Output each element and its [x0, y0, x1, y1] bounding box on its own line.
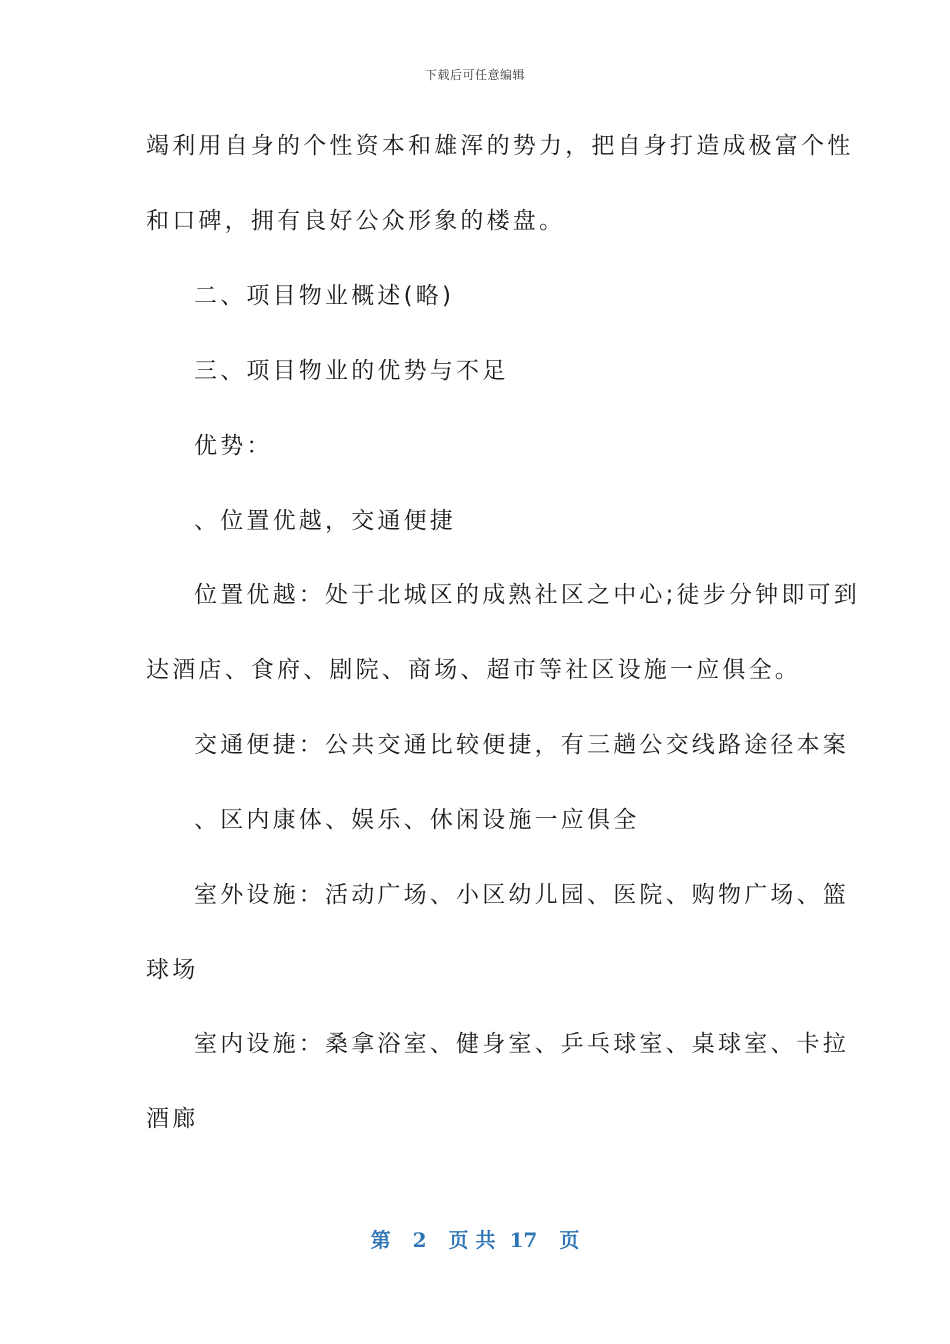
- list-item: 、位置优越，交通便捷: [194, 508, 456, 534]
- footer-label-ye: 页: [559, 1228, 580, 1252]
- current-page-number: 2: [412, 1228, 427, 1252]
- footer-label-ye-gong: 页 共: [448, 1228, 496, 1252]
- paragraph-line: 达酒店、食府、剧院、商场、超市等社区设施一应俱全。: [146, 657, 801, 683]
- list-item: 、区内康体、娱乐、休闲设施一应俱全: [194, 807, 640, 833]
- section-heading: 二、项目物业概述(略): [194, 283, 455, 309]
- paragraph-line: 室外设施：活动广场、小区幼儿园、医院、购物广场、篮: [194, 882, 849, 908]
- section-heading: 三、项目物业的优势与不足: [194, 358, 509, 384]
- page-footer: [0, 1224, 950, 1253]
- footer-label-di: 第: [370, 1228, 391, 1252]
- paragraph-line: 酒廊: [146, 1106, 199, 1132]
- subheading: 优势：: [194, 433, 273, 459]
- paragraph-line: 球场: [146, 957, 199, 983]
- paragraph-line: 交通便捷：公共交通比较便捷，有三趟公交线路途径本案: [194, 732, 849, 758]
- paragraph-line: 竭利用自身的个性资本和雄浑的势力，把自身打造成极富个性: [146, 133, 854, 159]
- paragraph-line: 室内设施：桑拿浴室、健身室、乒乓球室、桌球室、卡拉: [194, 1031, 849, 1057]
- paragraph-line: 位置优越：处于北城区的成熟社区之中心;徒步分钟即可到: [194, 582, 860, 608]
- paragraph-line: 和口碑，拥有良好公众形象的楼盘。: [146, 208, 566, 234]
- total-pages-number: 17: [509, 1228, 538, 1252]
- header-note: 下载后可任意编辑: [424, 68, 525, 82]
